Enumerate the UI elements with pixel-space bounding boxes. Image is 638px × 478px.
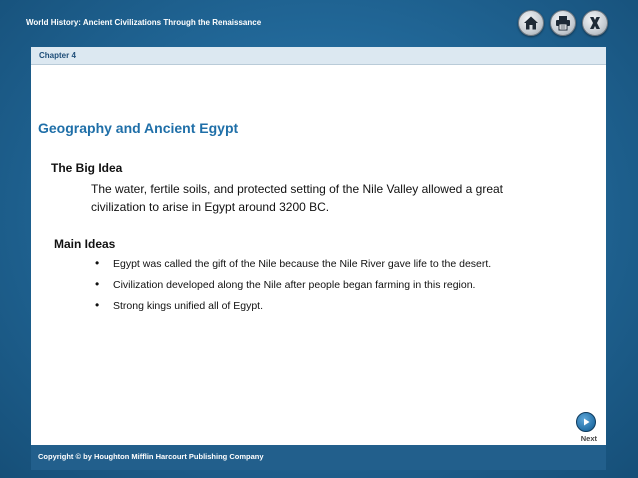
main-idea-text: Egypt was called the gift of the Nile because the Nile River gave life to the desert. xyxy=(113,258,492,270)
list-item xyxy=(83,278,583,299)
course-title: World History: Ancient Civilizations Through the Renaissance xyxy=(26,18,262,27)
play-arrow-icon xyxy=(581,417,591,427)
close-icon xyxy=(587,15,603,31)
home-icon xyxy=(523,15,539,31)
next-button[interactable] xyxy=(576,412,596,432)
list-item xyxy=(83,257,583,278)
copyright-text: Copyright © by Houghton Mifflin Harcourt Publishing Company xyxy=(38,452,264,461)
big-idea-heading: The Big Idea xyxy=(51,161,123,175)
next-label: Next xyxy=(580,434,597,443)
lesson-title: Geography and Ancient Egypt xyxy=(38,120,239,136)
main-ideas-list xyxy=(83,257,583,320)
main-ideas-heading: Main Ideas xyxy=(54,237,116,251)
home-button[interactable] xyxy=(518,10,544,36)
footer-bar xyxy=(31,445,606,470)
main-idea-text: Strong kings unified all of Egypt. xyxy=(113,300,264,312)
main-idea-text: Civilization developed along the Nile after people began farming in this region. xyxy=(113,279,476,291)
slide-content xyxy=(31,65,606,445)
chapter-label: Chapter 4 xyxy=(39,51,76,60)
bullet-icon: • xyxy=(95,277,100,291)
close-button[interactable] xyxy=(582,10,608,36)
list-item xyxy=(83,299,583,320)
bullet-icon: • xyxy=(95,298,100,312)
header-toolbar xyxy=(518,10,608,36)
chapter-bar xyxy=(31,47,606,65)
print-button[interactable] xyxy=(550,10,576,36)
bullet-icon: • xyxy=(95,256,100,270)
print-icon xyxy=(555,15,571,31)
big-idea-text: The water, fertile soils, and protected setting of the Nile Valley allowed a great civilization to arise in Egypt around 3200 BC. xyxy=(91,182,504,214)
